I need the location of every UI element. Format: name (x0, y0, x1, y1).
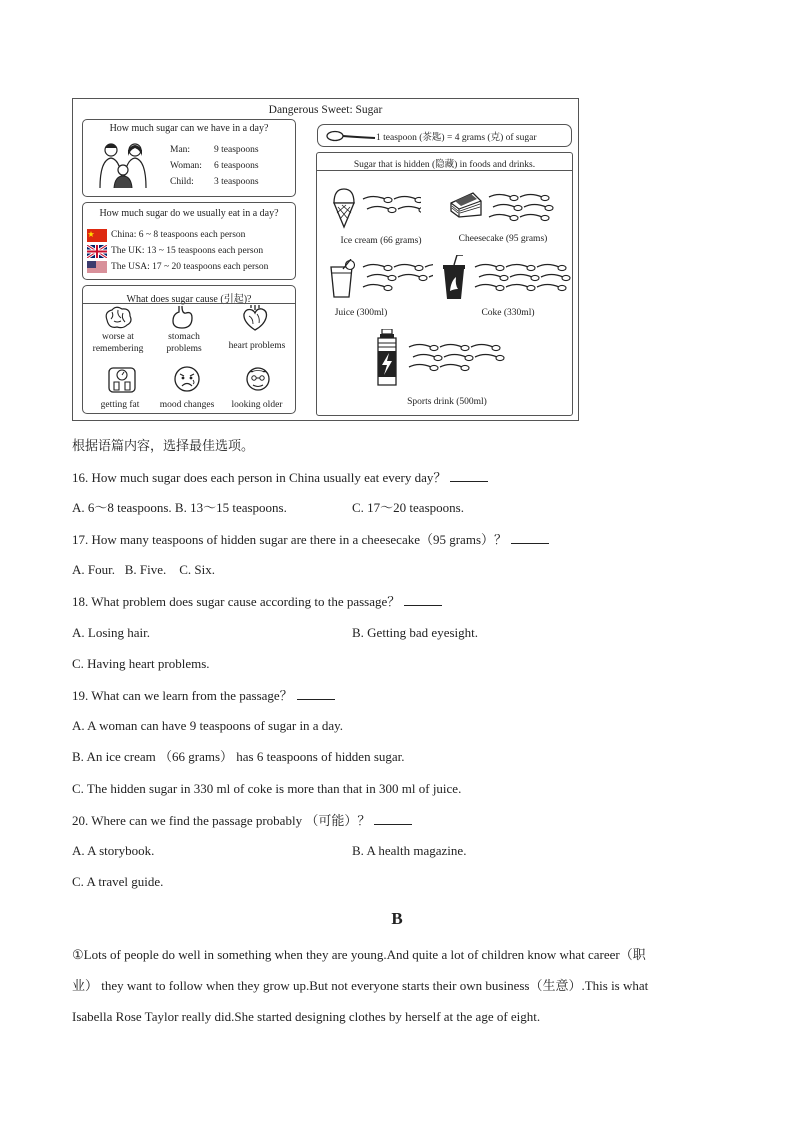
usa-flag-icon (87, 261, 107, 274)
juice-label: Juice (300ml) (334, 308, 388, 318)
teaspoon-mark (363, 265, 392, 271)
q18-option-c: C. Having heart problems. (72, 656, 210, 671)
allowance-child-label: Child: (170, 177, 194, 187)
teaspoon-mark (367, 207, 396, 213)
coke-label: Coke (330ml) (481, 308, 535, 318)
sugar-effects-box (82, 285, 296, 414)
allowance-man-label: Man: (170, 145, 191, 155)
q18-option-b: B. Getting bad eyesight. (352, 625, 479, 640)
q17-answer-blank[interactable] (511, 531, 549, 544)
q18-option-a: A. Losing hair. (72, 625, 150, 640)
teaspoon-mark (475, 355, 504, 361)
teaspoon-icon (326, 130, 376, 142)
q17-stem (72, 531, 549, 548)
teaspoon-mark (363, 285, 392, 291)
teaspoon-mark (394, 265, 423, 271)
teaspoon-mark (475, 265, 504, 271)
teaspoon-mark (506, 285, 535, 291)
teaspoon-mark (425, 265, 433, 271)
q20-stem-text: 20. Where can we find the passage probably （可能）？ (72, 813, 371, 828)
sad-face-icon (173, 365, 201, 393)
teaspoon-mark (413, 355, 442, 361)
usual-intake-box (82, 202, 296, 280)
teaspoon-mark (444, 355, 473, 361)
sports-drink-icon (373, 329, 401, 387)
teaspoon-mark (537, 265, 566, 271)
sugar-infographic (72, 98, 579, 421)
teaspoon-mark (489, 215, 518, 221)
q20-option-a: A. A storybook. (72, 843, 155, 858)
q16-option-c: C. 17～20 teaspoons. (352, 500, 464, 515)
hidden-sugar-box (316, 152, 573, 416)
allowance-child-value: 3 teaspoons (214, 177, 259, 187)
effect-heart-label: heart problems (228, 341, 286, 351)
brain-icon (103, 306, 133, 330)
q19-stem-text: 19. What can we learn from the passage？ (72, 688, 293, 703)
q16-stem (72, 469, 488, 486)
q20-answer-blank[interactable] (374, 812, 412, 825)
usual-intake-heading: How much sugar do we usually eat in a day? (99, 208, 279, 219)
family-icon (97, 140, 153, 190)
hidden-sugar-heading: Sugar that is hidden (隐藏) in foods and drinks. (353, 160, 536, 170)
daily-allowance-box (82, 119, 296, 197)
q19-stem (72, 687, 335, 704)
coke-spoons (473, 261, 571, 301)
instruction: 根据语篇内容，选择最佳选项。 (72, 438, 255, 453)
passage-b-line-2: 业） they want to follow when they grow up.But not everyone starts their own business（生意）.This is what (72, 978, 649, 993)
ice-cream-label: Ice cream (66 grams) (340, 236, 422, 246)
old-face-icon (243, 364, 273, 394)
china-flag-icon (87, 229, 107, 242)
allowance-man-value: 9 teaspoons (214, 145, 259, 155)
teaspoon-mark (493, 205, 522, 211)
q19-option-c: C. The hidden sugar in 330 ml of coke is more than that in 300 ml of juice. (72, 781, 462, 796)
teaspoon-mark (363, 197, 392, 203)
daily-allowance-heading: How much sugar can we have in a day? (109, 123, 269, 134)
sports-drink-spoons (407, 341, 507, 381)
q20-option-c: C. A travel guide. (72, 874, 164, 889)
teaspoon-mark (398, 275, 427, 281)
q16-stem-text: 16. How much sugar does each person in China usually eat every day？ (72, 470, 447, 485)
passage-b-line-3: Isabella Rose Taylor really did.She started designing clothes by herself at the age of eight. (72, 1009, 541, 1024)
intake-uk: The UK: 13 ~ 15 teaspoons each person (111, 246, 264, 256)
q18-answer-blank[interactable] (404, 593, 442, 606)
effect-memory-label: worse at remembering (92, 332, 144, 354)
teaspoon-note: 1 teaspoon (茶匙) = 4 grams (克) of sugar (376, 133, 537, 143)
teaspoon-mark (440, 345, 469, 351)
teaspoon-note-box (317, 124, 572, 147)
uk-flag-icon (87, 245, 107, 258)
teaspoon-mark (524, 205, 553, 211)
q20-option-b: B. A health magazine. (352, 843, 467, 858)
passage-b-line-1: ①Lots of people do well in something when they are young.And quite a lot of children know what career（职 (72, 947, 646, 962)
cheesecake-label: Cheesecake (95 grams) (458, 234, 548, 244)
teaspoon-mark (520, 215, 549, 221)
q19-option-b: B. An ice cream （66 grams） has 6 teaspoons of hidden sugar. (72, 749, 405, 764)
q20-stem (72, 812, 412, 829)
q18-stem-text: 18. What problem does sugar cause according to the passage？ (72, 594, 401, 609)
stomach-icon (169, 304, 195, 330)
ice-cream-spoons (361, 193, 421, 221)
teaspoon-mark (398, 207, 421, 213)
teaspoon-mark (506, 265, 535, 271)
teaspoon-mark (475, 285, 504, 291)
ice-cream-icon (331, 187, 357, 229)
q18-stem (72, 593, 442, 610)
section-b-title: B (391, 909, 403, 928)
intake-usa: The USA: 17 ~ 20 teaspoons each person (111, 262, 269, 272)
teaspoon-mark (409, 365, 438, 371)
q17-options: A. Four. B. Five. C. Six. (72, 562, 216, 577)
teaspoon-mark (471, 345, 500, 351)
coke-icon (441, 255, 467, 301)
sports-drink-label: Sports drink (500ml) (407, 397, 487, 407)
q16-answer-blank[interactable] (450, 469, 488, 482)
sugar-effects-heading: What does sugar cause (引起)? (126, 294, 252, 305)
teaspoon-mark (489, 195, 518, 201)
q16-options-ab: A. 6～8 teaspoons. B. 13～15 teaspoons. (72, 500, 287, 515)
teaspoon-mark (367, 275, 396, 281)
teaspoon-mark (429, 275, 433, 281)
teaspoon-mark (537, 285, 566, 291)
teaspoon-mark (541, 275, 570, 281)
teaspoon-mark (520, 195, 549, 201)
juice-spoons (361, 261, 433, 301)
q17-stem-text: 17. How many teaspoons of hidden sugar are there in a cheesecake（95 grams）？ (72, 532, 507, 547)
intake-china: China: 6 ~ 8 teaspoons each person (111, 230, 246, 240)
teaspoon-mark (440, 365, 469, 371)
effect-mood-label: mood changes (159, 400, 215, 410)
allowance-woman-label: Woman: (170, 161, 202, 171)
effect-fat-label: getting fat (100, 400, 140, 410)
teaspoon-mark (394, 197, 421, 203)
teaspoon-mark (510, 275, 539, 281)
effect-older-label: looking older (231, 400, 283, 410)
juice-icon (329, 259, 355, 299)
q19-answer-blank[interactable] (297, 687, 335, 700)
allowance-woman-value: 6 teaspoons (214, 161, 259, 171)
effect-stomach-label: stomach problems (166, 332, 202, 354)
teaspoon-mark (409, 345, 438, 351)
infographic-title: Dangerous Sweet: Sugar (268, 104, 383, 116)
q19-option-a: A. A woman can have 9 teaspoons of sugar in a day. (72, 718, 344, 733)
teaspoon-mark (479, 275, 508, 281)
heart-icon (241, 304, 269, 332)
cheesecake-spoons (487, 191, 559, 231)
cheesecake-icon (449, 189, 483, 219)
scale-icon (107, 364, 137, 394)
